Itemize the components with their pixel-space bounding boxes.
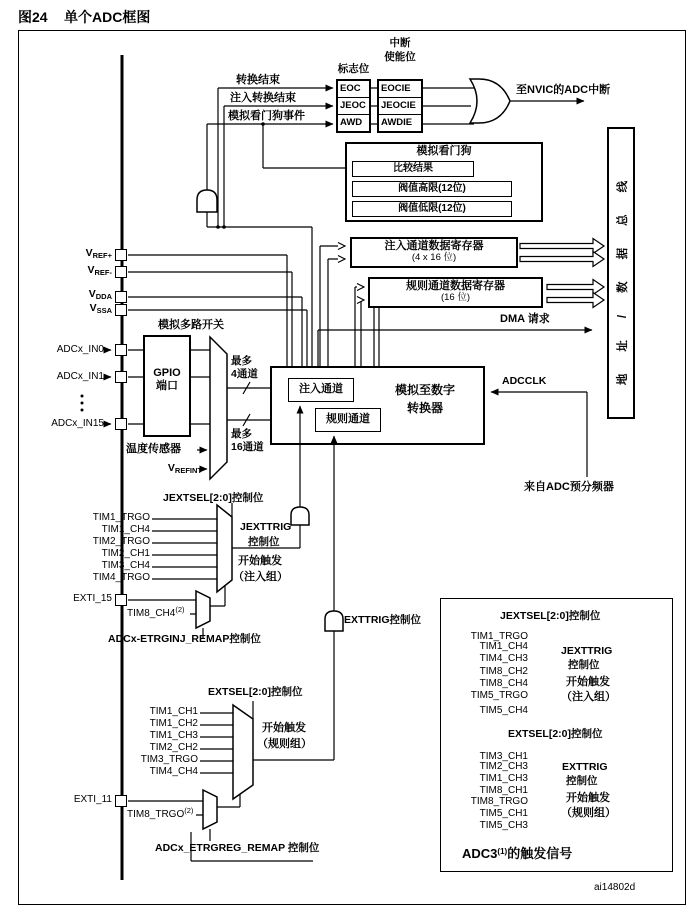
compare-result-box: 比较结果 <box>352 161 474 177</box>
flag-eoc: EOC <box>340 83 361 94</box>
adc3-exttrig-top: EXTTRIG <box>562 761 608 773</box>
jexttrig-gate-adc12 <box>291 507 309 525</box>
max16-label-bottom: 16通道 <box>231 441 264 453</box>
adc3-start-injected-bottom: （注入组） <box>561 691 616 703</box>
figure-title: 单个ADC框图 <box>64 9 151 25</box>
figure-label: 图24 <box>18 9 48 25</box>
pin-label-exti11: EXTI_11 <box>73 794 112 805</box>
bus-arrow <box>547 293 604 308</box>
trigger-input: TIM5_CH3 <box>479 820 528 831</box>
extsel-mux-adc12 <box>233 705 253 799</box>
high-threshold-box: 阀值高限(12位) <box>352 181 512 197</box>
trigger-input: TIM8_CH4 <box>479 678 528 689</box>
trigger-input: TIM8_CH1 <box>479 785 528 796</box>
pin-label-in1: ADCx_IN1 <box>56 371 104 382</box>
exttrig-label-adc12: EXTTRIG控制位 <box>344 614 422 626</box>
trigger-input: TIM1_CH3 <box>479 773 528 784</box>
start-regular-top: 开始触发 <box>262 722 306 734</box>
jexttrig-label-top: JEXTTRIG <box>240 521 292 533</box>
enable-eocie: EOCIE <box>381 83 411 94</box>
injected-register-title: 注入通道数据寄存器 <box>384 240 484 252</box>
trigger-input: TIM5_CH4 <box>479 705 528 716</box>
bus-arrow <box>520 239 604 254</box>
trigger-input: TIM3_TRGO <box>140 754 198 765</box>
adcclk-label: ADCCLK <box>502 375 547 387</box>
enable-jeocie: JEOCIE <box>379 97 421 114</box>
pin-label-in0: ADCx_IN0 <box>56 344 104 355</box>
flag-register-box <box>336 79 371 133</box>
trigger-input: TIM1_TRGO <box>470 631 528 642</box>
pin-vdda <box>115 291 127 303</box>
trigger-input: TIM3_CH4 <box>101 560 150 571</box>
pin-exti11 <box>115 795 127 807</box>
enable-header-bottom: 使能位 <box>384 51 416 63</box>
trigger-input: TIM1_CH3 <box>149 730 198 741</box>
awd-gate <box>197 190 217 212</box>
trigger-input: TIM1_CH4 <box>101 524 150 535</box>
regular-register-size: (16 位) <box>440 292 471 303</box>
max16-label-top: 最多 <box>231 428 252 440</box>
event-eoc-label: 转换结束 <box>236 74 280 86</box>
gpio-label-bottom: 端口 <box>156 380 178 392</box>
address-data-bus <box>607 127 635 419</box>
jextsel-mux-adc12 <box>217 505 232 592</box>
trigger-input: TIM1_TRGO <box>92 512 150 523</box>
etrginj-remap-mux <box>196 591 210 628</box>
start-regular-bottom: （规则组） <box>257 738 312 750</box>
trigger-input: TIM2_CH1 <box>101 548 150 559</box>
injected-register-size: (4 x 16 位) <box>411 252 457 263</box>
adc3-jexttrig-top: JEXTTRIG <box>561 645 613 657</box>
gpio-port-box <box>143 335 191 437</box>
trigger-input: TIM1_CH1 <box>149 706 198 717</box>
regular-data-register <box>368 277 543 308</box>
adc3-start-regular-top: 开始触发 <box>566 792 610 804</box>
bus-arrow <box>547 280 604 295</box>
extsel-label-adc12: EXTSEL[2:0]控制位 <box>208 686 303 698</box>
adc3-jextsel-label: JEXTSEL[2:0]控制位 <box>500 610 601 622</box>
analog-mux-shape <box>210 337 227 479</box>
remap-src-injected: TIM8_CH4$^{(2)}$ <box>127 605 185 619</box>
adc3-start-injected-top: 开始触发 <box>566 676 610 688</box>
pin-vref-minus <box>115 266 127 278</box>
or-gate <box>470 79 510 123</box>
trigger-input: TIM2_CH2 <box>149 742 198 753</box>
trigger-input: TIM4_CH4 <box>149 766 198 777</box>
adc3-start-regular-bottom: （规则组） <box>561 807 616 819</box>
gpio-label-top: GPIO <box>153 367 181 379</box>
event-awd-label: 模拟看门狗事件 <box>228 110 305 122</box>
prescaler-label: 来自ADC预分频器 <box>524 481 614 493</box>
figure-code: ai14802d <box>594 882 636 893</box>
trigger-input: TIM2_CH3 <box>479 761 528 772</box>
pin-label-vref-plus: $V_{REF+}$ <box>85 247 112 260</box>
adc3-caption: ADC3$^{(1)}$的触发信号 <box>462 846 573 861</box>
trigger-input: TIM1_CH4 <box>479 641 528 652</box>
pin-exti15 <box>115 594 127 606</box>
etrgreg-remap-label: ADCx_ETRGREG_REMAP 控制位 <box>155 842 320 854</box>
adc3-jexttrig-bottom: 控制位 <box>568 659 600 671</box>
pin-in15 <box>115 418 127 430</box>
bus-label: 地址/数据总线 <box>617 158 629 386</box>
temp-sensor-label: 温度传感器 <box>126 443 181 455</box>
pin-vssa <box>115 304 127 316</box>
event-jeoc-label: 注入转换结束 <box>230 92 296 104</box>
pin-label-vref-minus: $V_{REF-}$ <box>87 264 112 277</box>
flag-header: 标志位 <box>337 63 370 75</box>
flag-awd: AWD <box>338 114 369 131</box>
dma-request-label: DMA 请求 <box>500 313 550 325</box>
analog-mux-label: 模拟多路开关 <box>158 319 224 331</box>
nvic-label: 至NVIC的ADC中断 <box>516 84 611 96</box>
max4-label-top: 最多 <box>231 355 252 367</box>
remap-src-regular: TIM8_TRGO$^{(2)}$ <box>127 806 194 820</box>
etrginj-remap-label: ADCx-ETRGINJ_REMAP控制位 <box>108 633 261 645</box>
injected-channel-box: 注入通道 <box>288 378 354 402</box>
pin-label-vdda: $V_{DDA}$ <box>88 288 112 301</box>
bus-arrow <box>520 252 604 267</box>
trigger-input: TIM8_CH2 <box>479 666 528 677</box>
regular-register-title: 规则通道数据寄存器 <box>406 280 505 292</box>
pin-label-vssa: $V_{SSA}$ <box>89 302 112 315</box>
start-injected-top: 开始触发 <box>238 555 282 567</box>
jextsel-label-adc12: JEXTSEL[2:0]控制位 <box>163 492 264 504</box>
etrgreg-remap-mux <box>203 790 217 829</box>
trigger-input: TIM4_TRGO <box>92 572 150 583</box>
vrefint-label: $V_{REFINT}$ <box>167 462 202 475</box>
converter-title-top: 模拟至数字 <box>394 383 455 397</box>
flag-jeoc: JEOC <box>338 97 369 114</box>
adc3-exttrig-bottom: 控制位 <box>566 775 598 787</box>
pin-label-in15: ADCx_IN15 <box>51 418 104 429</box>
pin-in0 <box>115 344 127 356</box>
adc3-extsel-label: EXTSEL[2:0]控制位 <box>508 728 603 740</box>
trigger-input: TIM2_TRGO <box>92 536 150 547</box>
enable-header-top: 中断 <box>389 37 411 49</box>
low-threshold-box: 阀值低限(12位) <box>352 201 512 217</box>
converter-title-bottom: 转换器 <box>406 401 443 415</box>
regular-channel-box: 规则通道 <box>315 408 381 432</box>
trigger-input: TIM5_TRGO <box>470 690 528 701</box>
interrupt-enable-box <box>377 79 423 133</box>
start-injected-bottom: （注入组） <box>233 571 288 583</box>
injected-data-register <box>350 237 518 268</box>
trigger-input: TIM3_CH1 <box>479 751 528 762</box>
trigger-input: TIM4_CH3 <box>479 653 528 664</box>
trigger-input: TIM1_CH2 <box>149 718 198 729</box>
pin-in1 <box>115 371 127 383</box>
pin-vref-plus <box>115 249 127 261</box>
max4-label-bottom: 4通道 <box>231 368 258 380</box>
watchdog-title: 模拟看门狗 <box>416 145 472 157</box>
exttrig-gate-adc12 <box>325 611 343 631</box>
jexttrig-label-bottom: 控制位 <box>248 536 280 548</box>
pin-label-exti15: EXTI_15 <box>73 593 112 604</box>
enable-awdie: AWDIE <box>379 114 421 131</box>
trigger-input: TIM8_TRGO <box>470 796 528 807</box>
trigger-input: TIM5_CH1 <box>479 808 528 819</box>
